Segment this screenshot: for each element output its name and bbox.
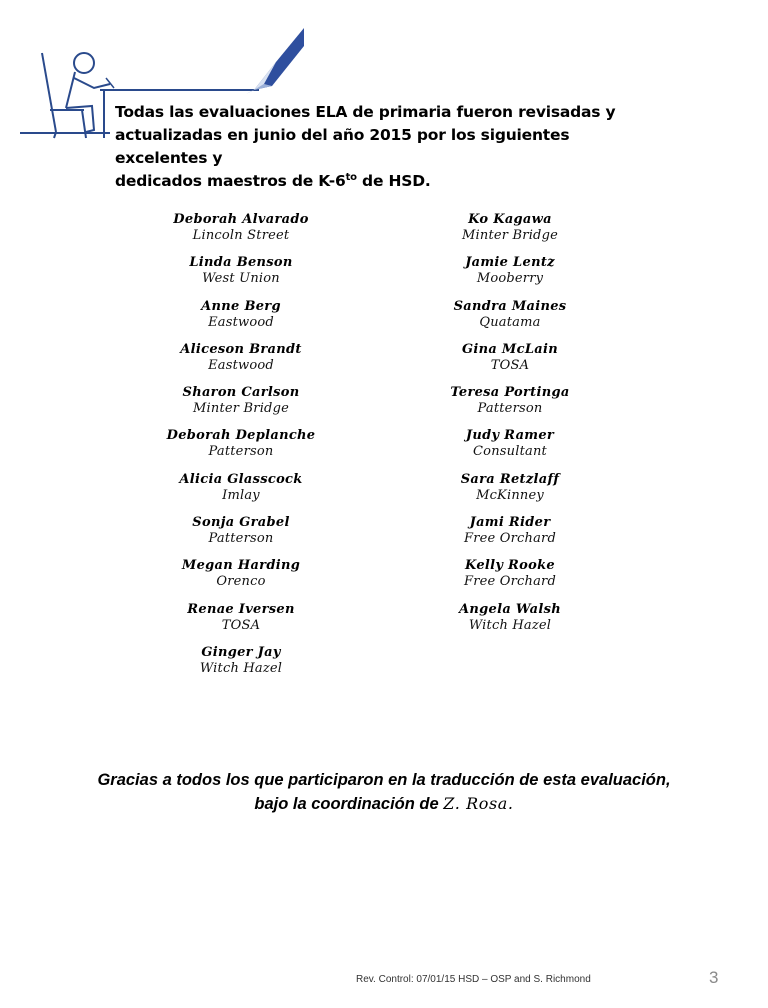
teacher-school: Patterson [208, 531, 274, 547]
teacher-name: Anne Berg [201, 298, 281, 314]
teacher-school: Mooberry [476, 271, 544, 287]
teacher-name: Sharon Carlson [182, 385, 300, 401]
thanks-line-2-text: bajo la coordinación de [254, 795, 444, 813]
teacher-school: TOSA [490, 357, 530, 373]
teacher-school: Quatama [479, 314, 541, 330]
teacher-school: Minter Bridge [462, 228, 558, 243]
teacher-entry [385, 342, 635, 385]
revision-footer: Rev. Control: 07/01/15 HSD – OSP and S. Richmond [356, 974, 591, 985]
teacher-school: Imlay [222, 487, 260, 503]
teacher-name: Kelly Rooke [465, 558, 555, 574]
teacher-entry [116, 472, 366, 515]
teacher-school: Lincoln Street [192, 228, 290, 243]
teacher-entry [116, 515, 366, 558]
teacher-entry [116, 602, 366, 645]
teacher-entry [385, 299, 635, 342]
teacher-name: Ginger Jay [201, 644, 281, 660]
teacher-entry [116, 342, 366, 385]
teacher-entry [116, 212, 366, 255]
teacher-school: Orenco [216, 574, 266, 590]
teacher-name: Angela Walsh [459, 601, 561, 617]
teacher-school: Patterson [477, 401, 543, 417]
teacher-name: Sonja Grabel [192, 515, 290, 531]
teacher-entry [385, 212, 635, 255]
teacher-entry [385, 255, 635, 298]
teacher-entry [385, 472, 635, 515]
teacher-list-right [385, 212, 635, 645]
teacher-entry [116, 385, 366, 428]
thanks-line-1: Gracias a todos los que participaron en la traducción de esta evaluación, [97, 771, 671, 789]
teacher-name: Alicia Glasscock [179, 471, 303, 487]
teacher-school: Eastwood [208, 314, 274, 330]
teacher-school: West Union [202, 271, 280, 287]
teacher-school: Patterson [208, 444, 274, 460]
teacher-school: Witch Hazel [468, 617, 552, 633]
teacher-school: Free Orchard [464, 574, 556, 590]
teacher-name: Jamie Lentz [465, 255, 555, 271]
teacher-entry [116, 558, 366, 601]
teacher-school: Free Orchard [464, 531, 556, 547]
intro-line-3 [115, 170, 655, 193]
ordinal-suffix: to [345, 171, 357, 183]
teacher-school: Minter Bridge [193, 401, 289, 417]
teacher-name: Judy Ramer [465, 428, 555, 444]
teacher-entry [385, 558, 635, 601]
intro-line-3-text: dedicados maestros de K-6 [115, 172, 346, 190]
teacher-name: Megan Harding [181, 558, 301, 574]
teacher-entry [385, 428, 635, 471]
thanks-line-2 [60, 792, 708, 816]
teacher-name: Renae Iversen [187, 601, 295, 617]
teacher-school: TOSA [221, 617, 261, 633]
teacher-school: Witch Hazel [199, 660, 283, 676]
intro-paragraph [115, 101, 655, 193]
intro-line-3-end: de HSD. [356, 172, 431, 190]
teacher-name: Deborah Deplanche [166, 428, 316, 444]
teacher-name: Linda Benson [189, 255, 293, 271]
teacher-school: Consultant [473, 444, 547, 460]
thanks-note [60, 768, 708, 816]
teacher-name: Jami Rider [469, 515, 551, 531]
teacher-entry [385, 515, 635, 558]
teacher-name: Ko Kagawa [468, 212, 552, 227]
coordinator-name: Z. Rosa. [443, 794, 514, 813]
teacher-list-left [116, 212, 366, 688]
teacher-entry [385, 385, 635, 428]
teacher-name: Aliceson Brandt [180, 341, 302, 357]
teacher-name: Sandra Maines [453, 298, 567, 314]
teacher-entry [116, 645, 366, 688]
teacher-entry [116, 299, 366, 342]
teacher-school: Eastwood [208, 357, 274, 373]
page-number: 3 [709, 968, 719, 987]
teacher-school: McKinney [476, 487, 544, 503]
teacher-entry [116, 255, 366, 298]
teacher-entry [385, 602, 635, 645]
teacher-name: Teresa Portinga [450, 385, 570, 401]
intro-line-2: actualizadas en junio del año 2015 por los siguientes excelentes y [115, 126, 570, 167]
teacher-name: Sara Retzlaff [460, 471, 560, 487]
intro-line-1: Todas las evaluaciones ELA de primaria fueron revisadas y [115, 103, 616, 121]
teacher-name: Gina McLain [461, 341, 558, 357]
teacher-name: Deborah Alvarado [173, 212, 309, 227]
teacher-entry [116, 428, 366, 471]
